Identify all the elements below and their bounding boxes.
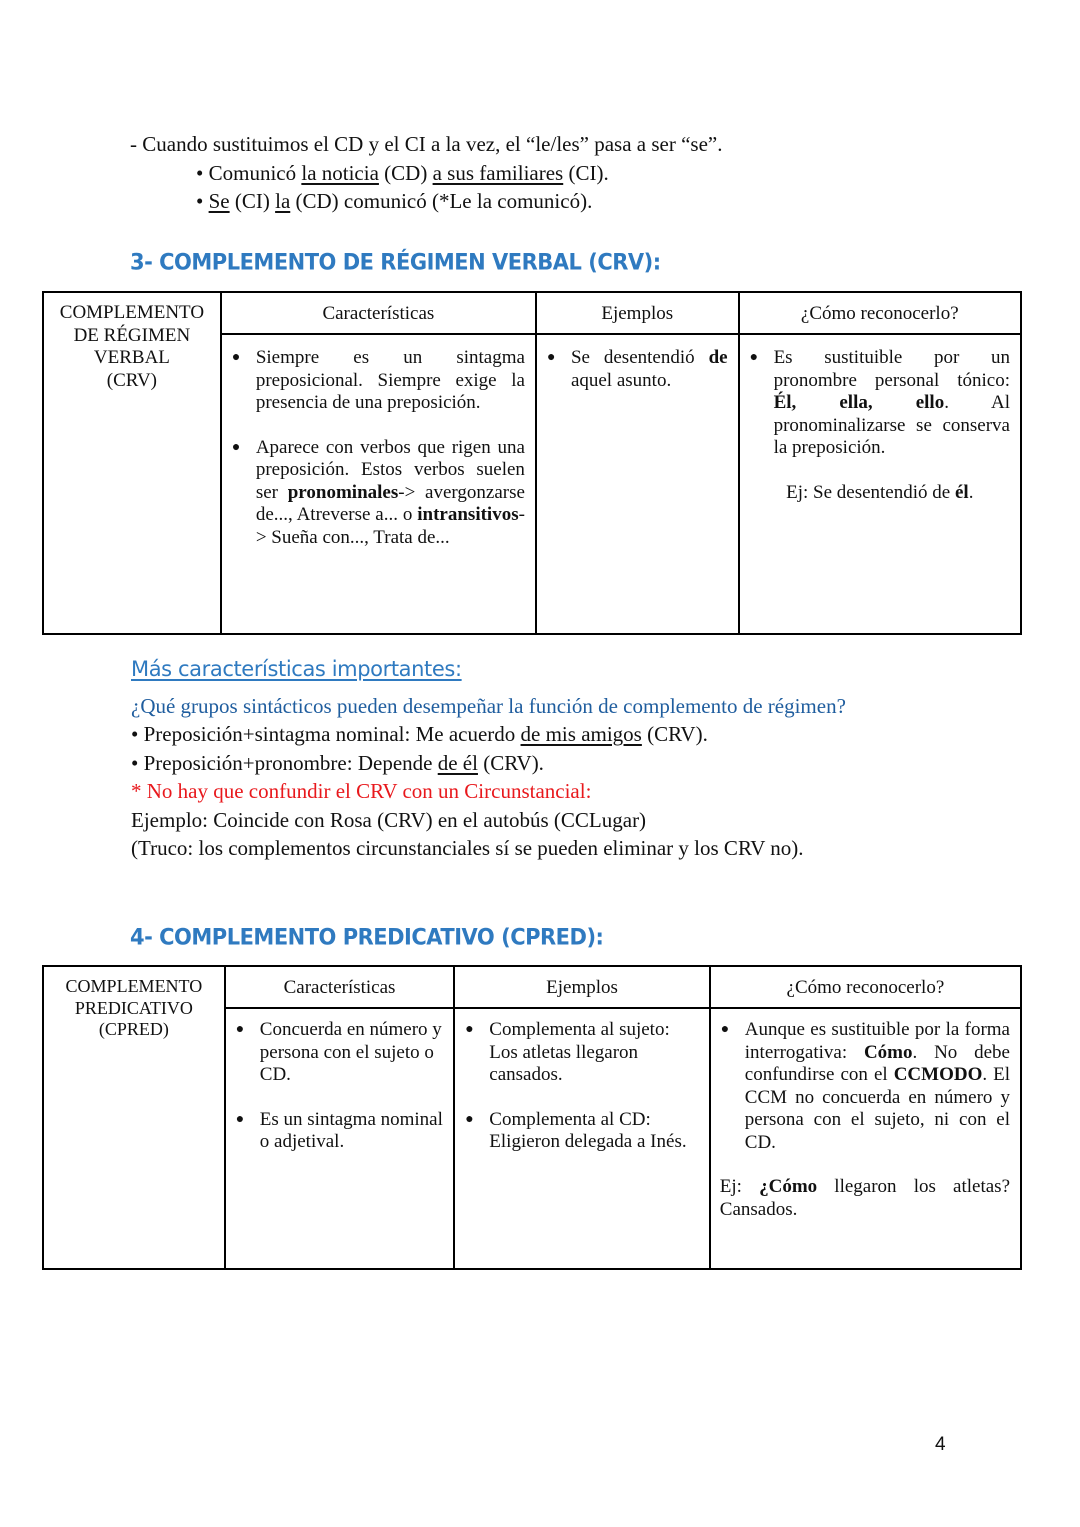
intro-block — [130, 130, 722, 216]
section-heading-cpred: 4- COMPLEMENTO PREDICATIVO (CPRED): — [130, 924, 604, 950]
text: • Preposición+sintagma nominal: Me acuerdo — [131, 722, 521, 746]
bullet-item — [571, 347, 728, 392]
text: Ej: Se desentendió de — [786, 481, 955, 503]
more-characteristics — [131, 655, 951, 863]
bold-text: de — [708, 347, 728, 368]
page-number: 4 — [935, 1434, 946, 1455]
cpred-table — [42, 965, 1022, 1270]
cpred-reconocer-example — [711, 1176, 1020, 1221]
crv-caracteristicas — [221, 334, 536, 634]
bullet-item: ● Complementa al CD: Eligieron delegada a Inés. — [489, 1109, 698, 1154]
text: Es sustituible por un pronombre personal tónico: — [773, 347, 1010, 391]
bold-text: él — [954, 481, 969, 503]
label-line: COMPLEMENTO — [59, 302, 205, 323]
label-line: (CRV) — [106, 369, 157, 391]
header-ejemplos: Ejemplos — [536, 292, 739, 334]
text: aquel asunto. — [570, 369, 672, 391]
bold-text: ¿Cómo — [759, 1176, 818, 1197]
header-como-reconocerlo: ¿Cómo reconocerlo? — [739, 292, 1021, 334]
text: (CI) — [229, 189, 276, 213]
text: • — [196, 189, 209, 213]
text: . — [968, 481, 974, 503]
header-caracteristicas: Características — [221, 292, 536, 334]
crv-reconocer-example — [740, 482, 1020, 505]
example-line: Ejemplo: Coincide con Rosa (CRV) en el autobús (CCLugar) — [131, 807, 647, 832]
bullet-item: ● Siempre es un sintagma preposicional. Siempre exige la presencia de una preposición. — [256, 347, 525, 415]
text: (CRV). — [477, 750, 544, 775]
bullet-item — [256, 437, 525, 550]
text: . El CCM no concuerda en número y persona con el sujeto, ni con el CD. — [744, 1064, 1011, 1153]
underlined-text: la — [275, 189, 291, 213]
text: (CD) comunicó (*Le la comunicó). — [290, 189, 593, 213]
text: (CD) — [378, 160, 433, 185]
intro-example-1 — [130, 159, 722, 188]
bold-text: CCMODO — [893, 1064, 983, 1085]
bold-text: pronominales — [287, 481, 399, 503]
underlined-text: de él — [437, 750, 478, 775]
header-como-reconocerlo: ¿Cómo reconocerlo? — [710, 966, 1021, 1008]
text: (CI). — [563, 160, 609, 185]
header-ejemplos: Ejemplos — [454, 966, 709, 1008]
bullet-item — [774, 347, 1010, 460]
text: • Preposición+pronombre: Depende — [131, 750, 438, 775]
text: Aunque es sustituible por la forma interrogativa: — [744, 1019, 1010, 1063]
section-heading-crv: 3- COMPLEMENTO DE RÉGIMEN VERBAL (CRV): — [130, 249, 661, 275]
underlined-text: la noticia — [301, 160, 379, 185]
underlined-text: a sus familiares — [432, 160, 564, 185]
underlined-text: Se — [208, 189, 230, 213]
label-line: COMPLEMENTO — [65, 976, 203, 996]
text: . Al pronominalizarse se conserva la preposición. — [773, 392, 1011, 458]
more-line-2 — [131, 749, 951, 778]
more-question: ¿Qué grupos sintácticos pueden desempeñar la función de complemento de régimen? — [131, 693, 846, 718]
label-line: DE RÉGIMEN — [73, 324, 191, 346]
bold-text: Él, ella, ello — [773, 392, 945, 413]
text: Se desentendió — [570, 347, 709, 368]
text: Aparece con verbos que rigen una preposición. Estos verbos suelen ser — [255, 436, 525, 503]
underlined-text: de mis amigos — [520, 722, 642, 746]
cpred-caracteristicas — [225, 1008, 455, 1269]
text: • Comunicó — [196, 160, 302, 185]
bold-text: Cómo — [863, 1041, 913, 1063]
intro-line: - Cuando sustituimos el CD y el CI a la vez, el “le/les” pasa a ser “se”. — [130, 132, 723, 156]
text: Ej: — [719, 1176, 760, 1197]
cpred-ejemplos — [454, 1008, 709, 1269]
text: llegaron los atletas? Cansados. — [719, 1176, 1010, 1220]
bullet-item: ● Concuerda en número y persona con el sujeto o CD. — [260, 1019, 444, 1087]
crv-table — [42, 291, 1022, 635]
bold-text: intransitivos — [417, 504, 519, 525]
bullet-item — [745, 1019, 1010, 1154]
bullet-item: ● Complementa al sujeto: Los atletas llegaron cansados. — [489, 1019, 698, 1087]
intro-example-2 — [130, 187, 722, 216]
label-line: VERBAL — [93, 347, 170, 368]
text: . No debe confundirse con el — [744, 1041, 1010, 1085]
more-line-1 — [131, 720, 951, 749]
header-caracteristicas: Características — [225, 966, 455, 1008]
crv-row-label — [43, 292, 221, 634]
tip-line: (Truco: los complementos circunstanciales sí se pueden eliminar y los CRV no). — [131, 836, 804, 860]
crv-ejemplos — [536, 334, 739, 634]
bullet-item: ● Es un sintagma nominal o adjetival. — [260, 1109, 444, 1154]
cpred-row-label — [43, 966, 225, 1269]
warning-line: * No hay que confundir el CRV con un Circunstancial: — [131, 779, 592, 803]
label-line: PREDICATIVO — [74, 997, 193, 1018]
text: (CRV). — [641, 722, 708, 746]
crv-reconocer — [739, 334, 1021, 634]
more-title: Más características importantes: — [131, 657, 462, 681]
cpred-reconocer — [710, 1008, 1021, 1269]
text: -> avergonzarse de..., Atreverse a... o — [255, 481, 525, 525]
label-line: (CPRED) — [98, 1019, 169, 1039]
text: -> Sueña con..., Trata de... — [255, 504, 525, 548]
